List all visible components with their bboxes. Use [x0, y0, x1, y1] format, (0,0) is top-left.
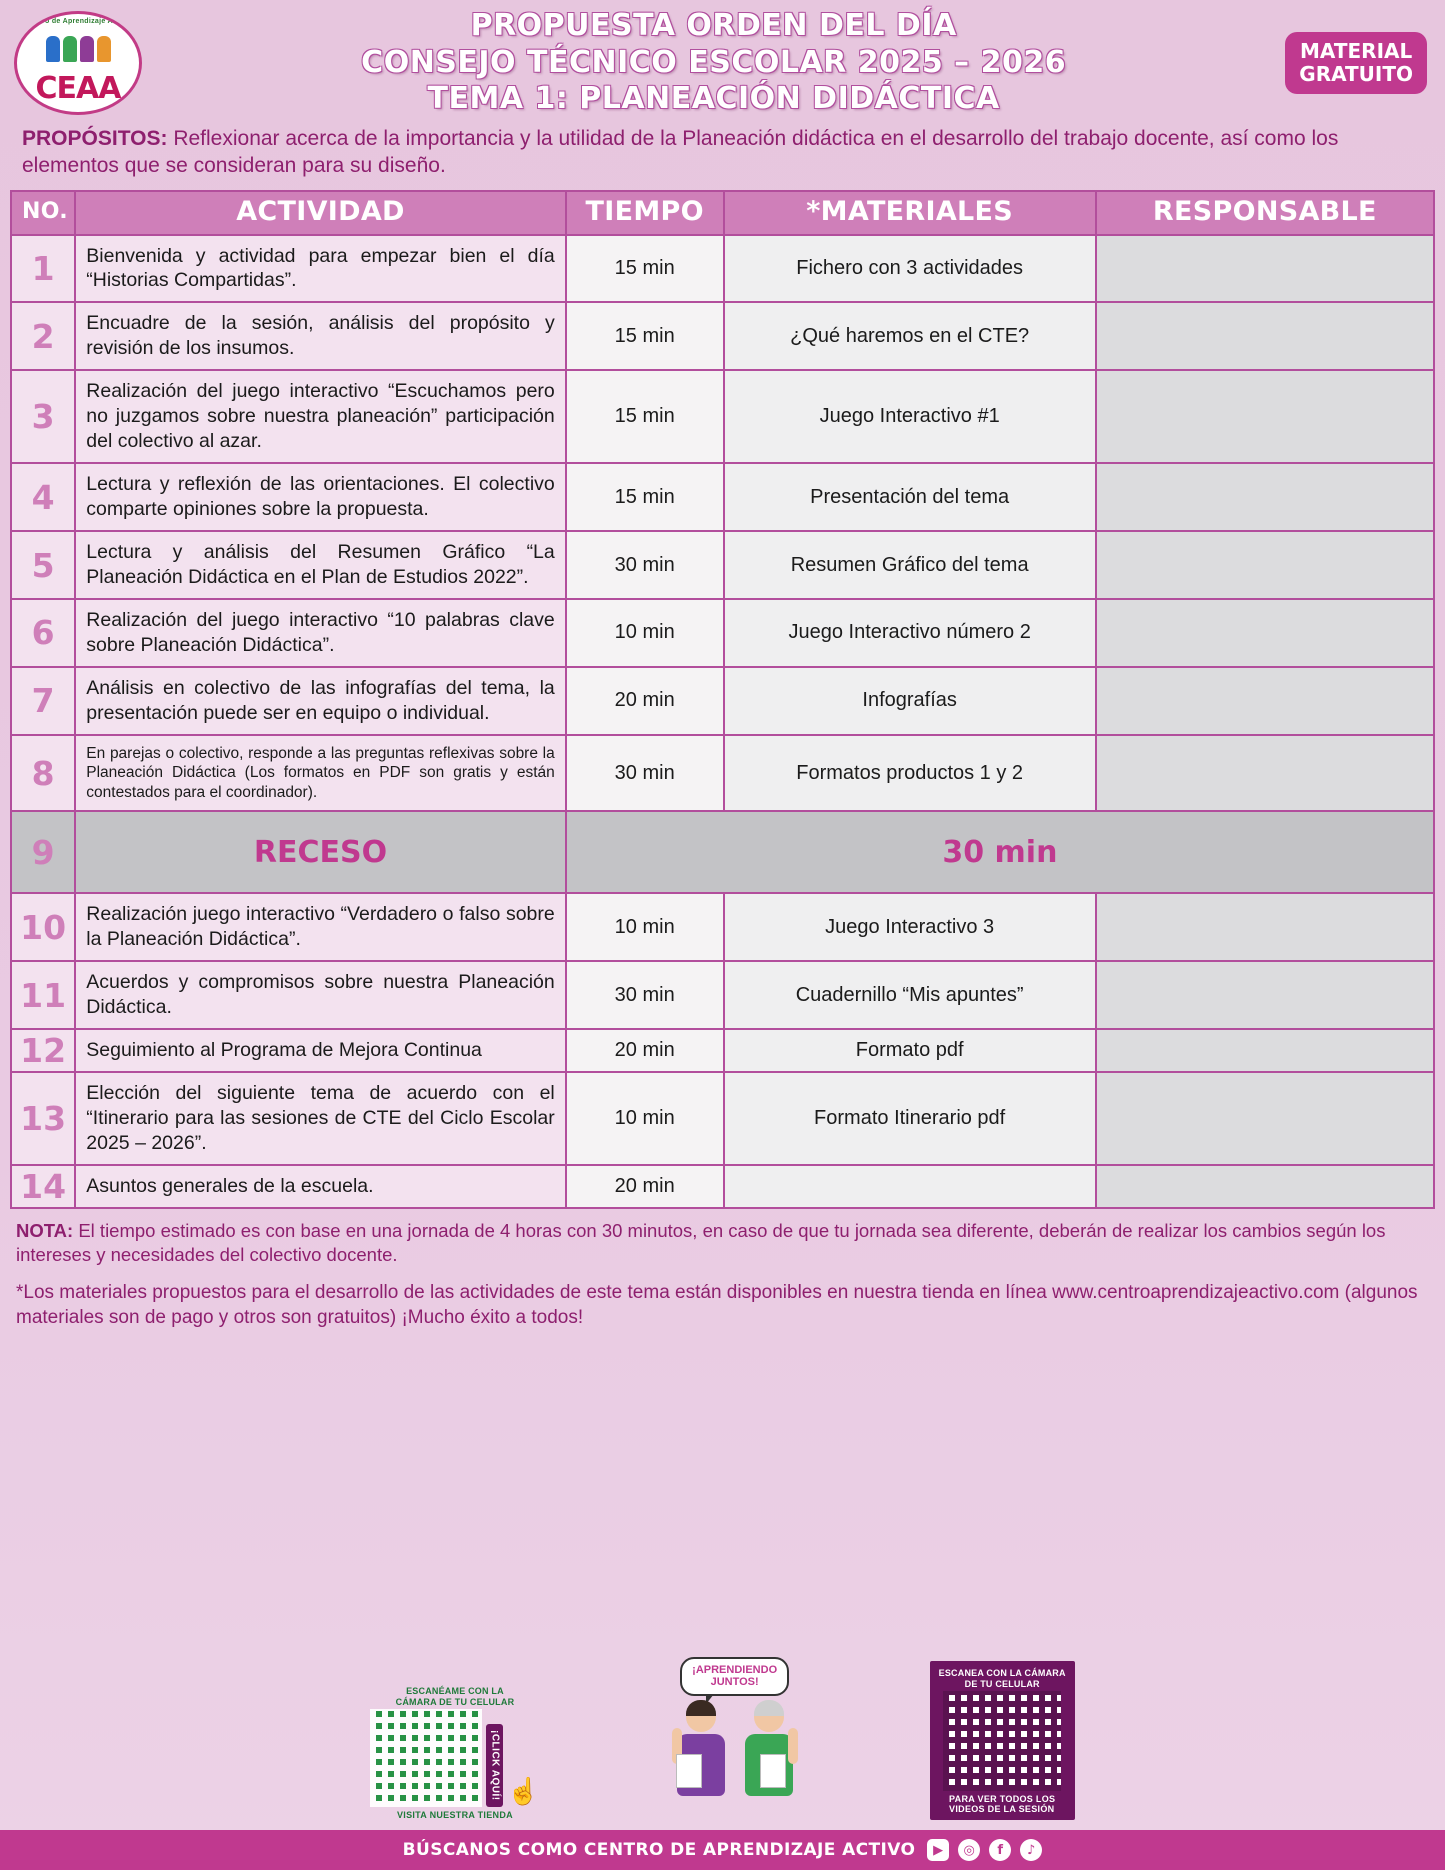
row-responsible[interactable] [1096, 1029, 1434, 1072]
row-activity: Lectura y reflexión de las orientaciones. El colectivo comparte opiniones sobre la propuesta. [75, 463, 565, 531]
table-row [11, 961, 1434, 1029]
title-line-3: TEMA 1: PLANEACIÓN DIDÁCTICA [427, 81, 1000, 117]
bubble-line-2: JUNTOS! [710, 1676, 759, 1689]
qr-videos-footer-line-1: PARA VER TODOS LOS [949, 1794, 1056, 1804]
qr-code-store-icon[interactable] [370, 1709, 482, 1807]
row-materials: Formato pdf [724, 1029, 1096, 1072]
row-number: 2 [11, 302, 75, 370]
row-materials: Juego Interactivo #1 [724, 370, 1096, 463]
row-time: 30 min [566, 961, 724, 1029]
row-materials: Formatos productos 1 y 2 [724, 735, 1096, 812]
row-responsible[interactable] [1096, 302, 1434, 370]
row-responsible[interactable] [1096, 235, 1434, 303]
note-schedule [16, 1219, 1431, 1267]
document-header [0, 0, 1445, 122]
qr-videos-footer [949, 1794, 1055, 1814]
row-activity: Realización juego interactivo “Verdadero o falso sobre la Planeación Didáctica”. [75, 893, 565, 961]
qr-videos-caption-line-2: DE TU CELULAR [964, 1678, 1040, 1689]
row-activity: Análisis en colectivo de las infografías del tema, la presentación puede ser en equipo o individual. [75, 667, 565, 735]
qr-store-caption-line-2: CÁMARA DE TU CELULAR [395, 1696, 515, 1707]
qr-videos-footer-line-2: VIDEOS DE LA SESIÓN [949, 1804, 1055, 1814]
note-materials: *Los materiales propuestos para el desarrollo de las actividades de este tema están disponibles en nuestra tienda en línea www.centroaprendizajeactivo.com (algunos materiales son de pago y otros son gratuitos) ¡Mucho éxito a todos! [16, 1282, 1418, 1328]
row-responsible[interactable] [1096, 893, 1434, 961]
row-materials: Cuadernillo “Mis apuntes” [724, 961, 1096, 1029]
purpose-text: Reflexionar acerca de la importancia y la utilidad de la Planeación didáctica en el desarrollo del trabajo docente, así como los elementos que se consideran para su diseño. [22, 126, 1339, 177]
mascot-figures [670, 1702, 800, 1820]
row-responsible[interactable] [1096, 370, 1434, 463]
note-label: NOTA: [16, 1220, 74, 1242]
table-row [11, 531, 1434, 599]
row-number: 7 [11, 667, 75, 735]
row-activity: Asuntos generales de la escuela. [75, 1165, 565, 1208]
row-activity: Encuadre de la sesión, análisis del propósito y revisión de los insumos. [75, 302, 565, 370]
row-time: 30 min [566, 531, 724, 599]
row-activity: Elección del siguiente tema de acuerdo con el “Itinerario para las sesiones de CTE del Ciclo Escolar 2025 – 2026”. [75, 1072, 565, 1165]
row-number: 6 [11, 599, 75, 667]
row-number: 11 [11, 961, 75, 1029]
table-row [11, 599, 1434, 667]
row-materials: Presentación del tema [724, 463, 1096, 531]
row-time: 20 min [566, 1029, 724, 1072]
title-line-1: PROPUESTA ORDEN DEL DÍA [470, 8, 957, 43]
table-row [11, 235, 1434, 303]
table-row [11, 1072, 1434, 1165]
row-time: 10 min [566, 1072, 724, 1165]
mascot-speech-bubble [680, 1657, 789, 1696]
row-number: 9 [11, 811, 75, 893]
free-material-badge [1285, 32, 1427, 94]
row-activity: RECESO [75, 811, 565, 893]
row-time: 15 min [566, 302, 724, 370]
note-text: El tiempo estimado es con base en una jornada de 4 horas con 30 minutos, en caso de que tu jornada sea diferente, deberán de realizar los cambios según los intereses y necesidades del colectivo docente. [16, 1220, 1386, 1266]
table-row [11, 370, 1434, 463]
row-responsible[interactable] [1096, 961, 1434, 1029]
row-responsible[interactable] [1096, 1165, 1434, 1208]
column-header-no: NO. [11, 191, 75, 235]
row-time: 10 min [566, 893, 724, 961]
tiktok-icon[interactable]: ♪ [1020, 1839, 1042, 1861]
page-title [152, 8, 1275, 118]
column-header-actividad: ACTIVIDAD [75, 191, 565, 235]
mascot-woman [670, 1702, 732, 1820]
row-responsible[interactable] [1096, 463, 1434, 531]
ceaa-logo [14, 11, 142, 115]
row-activity: Realización del juego interactivo “10 palabras clave sobre Planeación Didáctica”. [75, 599, 565, 667]
logo-figures-icon [17, 36, 139, 62]
row-materials: Resumen Gráfico del tema [724, 531, 1096, 599]
qr-videos-card[interactable] [930, 1661, 1075, 1820]
social-footer-bar [0, 1830, 1445, 1870]
social-icons[interactable] [927, 1839, 1042, 1861]
row-time: 15 min [566, 235, 724, 303]
row-responsible[interactable] [1096, 735, 1434, 812]
row-number: 3 [11, 370, 75, 463]
table-row [11, 1029, 1434, 1072]
instagram-icon[interactable]: ◎ [958, 1839, 980, 1861]
row-time: 20 min [566, 1165, 724, 1208]
title-line-2: CONSEJO TÉCNICO ESCOLAR 2025 – 2026 [361, 44, 1067, 80]
row-time: 30 min [566, 811, 1434, 893]
qr-videos-caption-line-1: ESCANEA CON LA CÁMARA [938, 1668, 1066, 1679]
row-activity: Lectura y análisis del Resumen Gráfico “La Planeación Didáctica en el Plan de Estudios 2022”. [75, 531, 565, 599]
purpose-paragraph [0, 122, 1445, 190]
row-materials: Formato Itinerario pdf [724, 1072, 1096, 1165]
mascot-man [738, 1702, 800, 1820]
table-header-row [11, 191, 1434, 235]
row-responsible[interactable] [1096, 531, 1434, 599]
row-number: 13 [11, 1072, 75, 1165]
row-responsible[interactable] [1096, 667, 1434, 735]
facebook-icon[interactable]: f [989, 1839, 1011, 1861]
row-number: 8 [11, 735, 75, 812]
row-time: 20 min [566, 667, 724, 735]
pointing-hand-icon: ☝ [507, 1776, 540, 1806]
qr-store-click-tab[interactable]: ¡CLICK AQUÍ! [486, 1724, 503, 1807]
row-activity: Bienvenida y actividad para empezar bien el día “Historias Compartidas”. [75, 235, 565, 303]
table-row [11, 735, 1434, 812]
mascot-illustration [670, 1657, 800, 1820]
row-time: 15 min [566, 370, 724, 463]
row-materials [724, 1165, 1096, 1208]
qr-videos-caption [939, 1668, 1066, 1689]
notes-section [0, 1209, 1445, 1330]
table-row [11, 302, 1434, 370]
column-header-tiempo: TIEMPO [566, 191, 724, 235]
table-row [11, 667, 1434, 735]
footer-art-row [0, 1331, 1445, 1830]
row-materials: Infografías [724, 667, 1096, 735]
qr-store-footer: VISITA NUESTRA TIENDA [396, 1810, 513, 1820]
row-number: 1 [11, 235, 75, 303]
bubble-line-1: ¡APRENDIENDO [692, 1663, 778, 1676]
table-row [11, 463, 1434, 531]
row-activity: Realización del juego interactivo “Escuchamos pero no juzgamos sobre nuestra planeación” participación del colectivo al azar. [75, 370, 565, 463]
qr-store-caption [396, 1686, 515, 1707]
row-responsible[interactable] [1096, 599, 1434, 667]
column-header-responsable: RESPONSABLE [1096, 191, 1434, 235]
badge-line-1: MATERIAL [1300, 38, 1413, 63]
row-number: 4 [11, 463, 75, 531]
row-number: 10 [11, 893, 75, 961]
agenda-table-body [11, 235, 1434, 1209]
row-materials: Fichero con 3 actividades [724, 235, 1096, 303]
youtube-icon[interactable]: ▶ [927, 1839, 949, 1861]
row-time: 15 min [566, 463, 724, 531]
badge-line-2: GRATUITO [1299, 61, 1413, 86]
agenda-table [10, 190, 1435, 1210]
table-row [11, 811, 1434, 893]
row-materials: ¿Qué haremos en el CTE? [724, 302, 1096, 370]
row-time: 10 min [566, 599, 724, 667]
agenda-table-wrap [0, 190, 1445, 1210]
row-activity: En parejas o colectivo, responde a las preguntas reflexivas sobre la Planeación Didáctica (Los formatos en PDF son gratis y están contestados para el coordinador). [75, 735, 565, 812]
table-row [11, 893, 1434, 961]
logo-ring-text: Centro de Aprendizaje Activo [25, 17, 131, 25]
row-number: 14 [11, 1165, 75, 1208]
qr-store-card[interactable] [370, 1686, 539, 1820]
column-header-materiales: *MATERIALES [724, 191, 1096, 235]
row-materials: Juego Interactivo número 2 [724, 599, 1096, 667]
footer-text: BÚSCANOS COMO CENTRO DE APRENDIZAJE ACTIVO [402, 1840, 916, 1860]
row-materials: Juego Interactivo 3 [724, 893, 1096, 961]
row-responsible[interactable] [1096, 1072, 1434, 1165]
row-time: 30 min [566, 735, 724, 812]
qr-store-caption-line-1: ESCANÉAME CON LA [406, 1686, 504, 1697]
qr-code-videos-icon[interactable] [943, 1691, 1061, 1791]
row-number: 12 [11, 1029, 75, 1072]
table-row [11, 1165, 1434, 1208]
row-number: 5 [11, 531, 75, 599]
purpose-label: PROPÓSITOS: [22, 126, 168, 150]
row-activity: Acuerdos y compromisos sobre nuestra Planeación Didáctica. [75, 961, 565, 1029]
logo-text: CEAA [35, 70, 121, 106]
row-activity: Seguimiento al Programa de Mejora Continua [75, 1029, 565, 1072]
